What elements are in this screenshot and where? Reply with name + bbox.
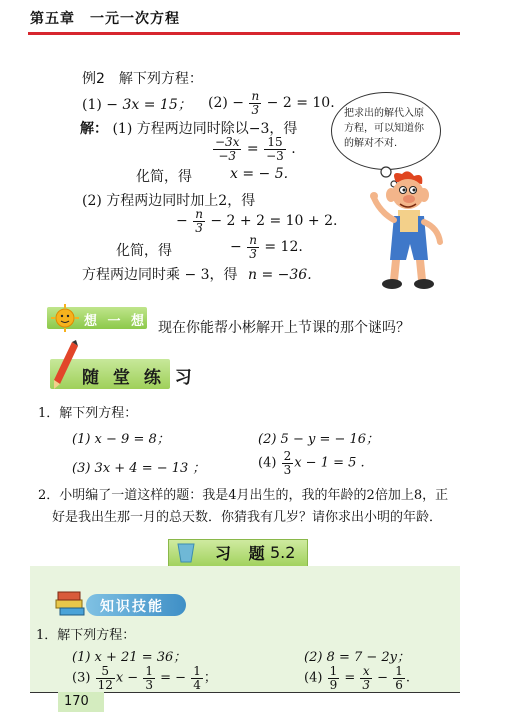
fraction: [282, 450, 294, 476]
fraction-1: [213, 136, 241, 162]
practice-q1b: (2) 5 − y = − 16；: [258, 432, 380, 447]
solution1-simplify-label: 化简，得: [136, 169, 192, 185]
solution1-step: (1) 方程两边同时除以−3，得: [112, 121, 298, 137]
fraction: [393, 665, 405, 691]
fraction: [360, 665, 372, 691]
equals-sign: =: [246, 141, 259, 158]
skills-label: 知识技能: [100, 599, 164, 615]
minus-sign: −: [176, 213, 188, 230]
fraction-denominator: −3: [266, 148, 284, 163]
fraction-numerator: 1: [395, 664, 403, 678]
solution1-result: x = − 5.: [230, 166, 289, 182]
solution2-result-line: [230, 234, 303, 260]
period: .: [291, 141, 296, 158]
cup-icon: [174, 540, 198, 564]
solution1-fractions: [212, 136, 296, 162]
minus-sign: −: [377, 670, 389, 686]
practice-q2-line2: 好是我出生那一月的总天数．你猜我有几岁？请你求出小明的年龄．: [52, 510, 443, 525]
final-result: n = −36.: [248, 267, 312, 283]
example-title: 例2 解下列方程：: [82, 71, 203, 87]
cartoon-boy-icon: [360, 168, 460, 298]
fraction-numerator: 1: [329, 664, 338, 678]
fraction-numerator: 2: [283, 449, 292, 463]
practice-label: 随 堂 练 习: [82, 368, 196, 388]
fraction-numerator: 15: [264, 136, 286, 150]
fraction: [96, 665, 115, 691]
item-label: (3): [72, 670, 91, 686]
fraction-denominator: −3: [218, 148, 237, 163]
solution2-simplify-label: 化简，得: [116, 243, 172, 259]
bubble-text: 把求出的解代入原方程，可以知道你的解对不对.: [344, 108, 424, 149]
punctuation: .: [405, 670, 410, 686]
minus-sign: −: [230, 239, 242, 256]
fraction: [191, 665, 203, 691]
final-step: 方程两边同时乘 − 3，得: [82, 267, 238, 283]
pencil-icon: [50, 340, 80, 390]
problem2-label: (2): [208, 95, 228, 112]
fraction-numerator: 5: [96, 665, 115, 679]
equation-rest: − 2 + 2 = 10 + 2.: [210, 213, 338, 230]
problem2-fraction: [249, 90, 261, 116]
think-label: 想 一 想: [84, 314, 148, 329]
fraction-denominator: 6: [395, 677, 403, 692]
exercise-number: 5.2: [270, 543, 296, 562]
problem2-minus: −: [232, 95, 245, 112]
equals-sign: =: [344, 670, 356, 686]
equation-rest: x − 1 = 5 .: [294, 455, 365, 471]
practice-q1: 1．解下列方程：: [38, 406, 138, 421]
exercise-q1a: (1) x + 21 = 36；: [72, 650, 187, 665]
punctuation: ；: [203, 670, 217, 686]
problem2: [208, 90, 335, 116]
fraction: [247, 234, 259, 260]
fraction-2: [264, 136, 286, 162]
sun-face-icon: [50, 304, 80, 332]
books-icon: [52, 584, 88, 618]
fraction-denominator: 3: [283, 462, 292, 477]
fraction-denominator: 3: [362, 677, 371, 692]
fraction-numerator: 1: [145, 664, 153, 678]
chapter-title: 第五章 一元一次方程: [30, 11, 180, 27]
fraction-denominator: 12: [97, 677, 113, 692]
equals-sign: = −: [160, 670, 187, 686]
fraction-numerator: n: [249, 233, 257, 247]
fraction-denominator: 3: [195, 220, 203, 235]
fraction-denominator: 9: [329, 677, 338, 692]
practice-q1d: [258, 450, 365, 476]
practice-q1a: (1) x − 9 = 8；: [72, 432, 170, 447]
fraction-denominator: 4: [193, 677, 201, 692]
problem1-equation: − 3x = 15；: [106, 97, 192, 113]
header-rule: [28, 32, 460, 35]
fraction-denominator: 3: [145, 677, 153, 692]
solution2-final: [82, 264, 312, 284]
exercise-q1d: [304, 665, 410, 691]
solution2-step: (2) 方程两边同时加上2，得: [82, 193, 256, 209]
exercise-label: 习 题: [215, 544, 271, 563]
fraction-numerator: n: [251, 89, 260, 103]
fraction-numerator: −3x: [215, 135, 240, 149]
fraction: [193, 208, 205, 234]
page-number: 170: [64, 694, 89, 709]
fraction-numerator: x: [360, 665, 372, 679]
problem2-rest: − 2 = 10.: [266, 95, 335, 112]
example-problem-line: [82, 94, 192, 114]
fraction: [328, 665, 340, 691]
item-label: (4): [304, 670, 323, 686]
solution2-line: [176, 208, 337, 234]
exercise-q1: 1．解下列方程：: [36, 628, 136, 643]
fraction-denominator: 3: [249, 246, 257, 261]
term: x −: [115, 670, 139, 686]
fraction-numerator: 1: [193, 664, 201, 678]
problem1-label: (1): [82, 97, 102, 113]
solution1-line: [80, 118, 297, 138]
exercise-q1b: (2) 8 = 7 − 2y；: [304, 650, 411, 665]
item-label: (4): [258, 455, 277, 471]
equation-rest: = 12.: [264, 239, 303, 256]
think-text: 现在你能帮小彬解开上节课的那个谜吗？: [158, 320, 410, 336]
practice-q2-line1: 2．小明编了一道这样的题：我是4月出生的，我的年龄的2倍加上8，正: [38, 488, 449, 503]
exercise-q1c: [72, 665, 217, 691]
fraction-denominator: 3: [251, 102, 260, 117]
fraction: [143, 665, 155, 691]
practice-q1c: (3) 3x + 4 = − 13 ；: [72, 461, 206, 476]
fraction-numerator: n: [195, 207, 203, 221]
solution-label: 解：: [80, 121, 108, 137]
